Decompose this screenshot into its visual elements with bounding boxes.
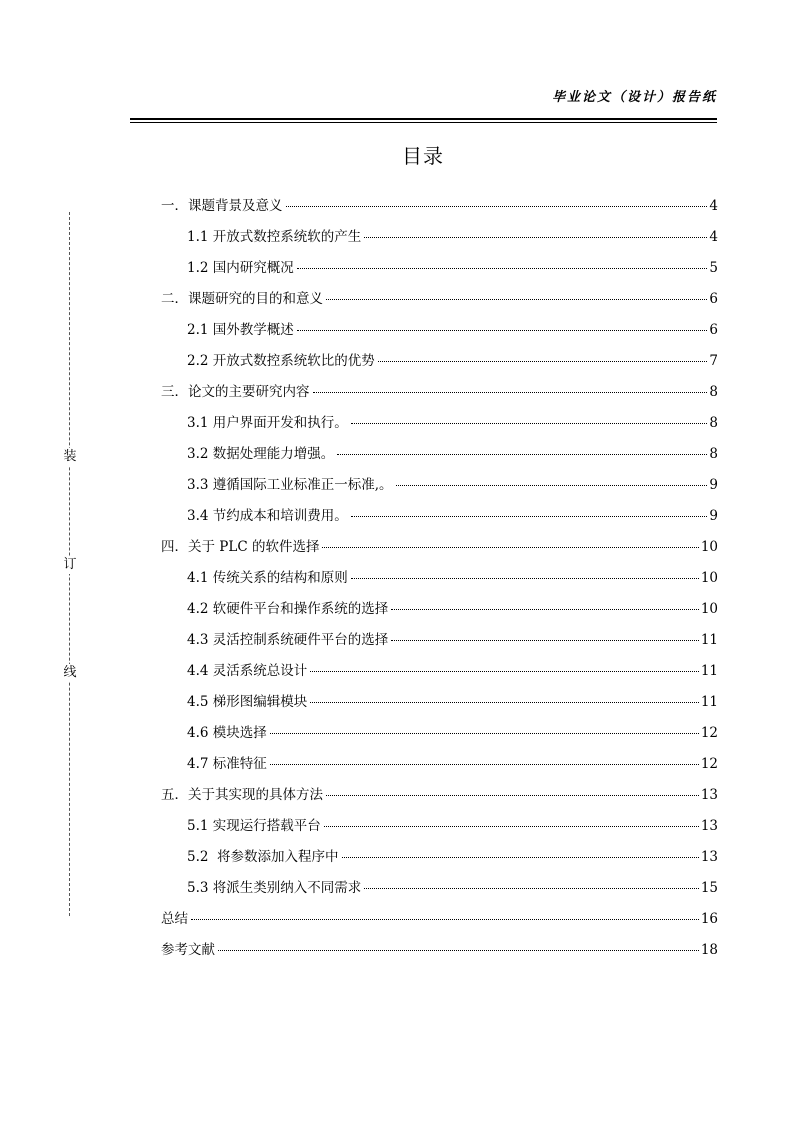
toc-entry-page-number: 13 [700, 787, 718, 803]
toc-entry-page-number: 8 [709, 446, 718, 462]
toc-entry-page-number: 8 [709, 415, 718, 431]
toc-entry[interactable] [161, 658, 718, 689]
toc-entry-page-number: 10 [700, 570, 718, 586]
toc-entry-page-number: 11 [700, 663, 718, 679]
toc-entry-label: 3.2 数据处理能力增强。 [187, 446, 335, 462]
toc-dot-leader [342, 857, 699, 858]
toc-entry[interactable] [161, 317, 718, 348]
toc-dot-leader [351, 423, 708, 424]
toc-title: 目录 [402, 144, 444, 168]
toc-dot-leader [310, 702, 699, 703]
toc-entry-label: 4.3 灵活控制系统硬件平台的选择 [187, 632, 389, 648]
toc-dot-leader [391, 640, 699, 641]
toc-entry[interactable] [161, 720, 718, 751]
toc-entry-label: 4.2 软硬件平台和操作系统的选择 [187, 601, 389, 617]
toc-entry[interactable] [161, 255, 718, 286]
toc-entry[interactable] [161, 937, 718, 968]
toc-entry-label: 一．课题背景及意义 [161, 198, 283, 214]
toc-entry-page-number: 18 [700, 942, 718, 958]
binding-mark-xian: 线 [63, 665, 77, 680]
toc-entry-page-number: 6 [709, 322, 718, 338]
toc-dot-leader [310, 671, 699, 672]
toc-entry[interactable] [161, 875, 718, 906]
toc-entry-page-number: 10 [700, 601, 718, 617]
toc-entry[interactable] [161, 844, 718, 875]
toc-dot-leader [351, 516, 708, 517]
toc-dot-leader [191, 919, 699, 920]
toc-entry-label: 1.1 开放式数控系统软的产生 [187, 229, 362, 245]
toc-entry-label: 5.1 实现运行搭载平台 [187, 818, 321, 834]
toc-entry-page-number: 16 [700, 911, 718, 927]
toc-dot-leader [391, 609, 699, 610]
toc-entry-label: 5.2 将参数添加入程序中 [187, 849, 339, 865]
toc-entry-page-number: 7 [709, 353, 718, 369]
table-of-contents [161, 193, 718, 968]
toc-entry[interactable] [161, 286, 718, 317]
page-header [130, 84, 717, 124]
toc-entry[interactable] [161, 689, 718, 720]
toc-entry-label: 4.4 灵活系统总设计 [187, 663, 308, 679]
toc-entry[interactable] [161, 503, 718, 534]
toc-entry-page-number: 8 [709, 384, 718, 400]
toc-entry-label: 三．论文的主要研究内容 [161, 384, 310, 400]
toc-dot-leader [326, 299, 707, 300]
toc-entry[interactable] [161, 472, 718, 503]
toc-dot-leader [286, 206, 708, 207]
toc-dot-leader [364, 888, 699, 889]
toc-entry[interactable] [161, 596, 718, 627]
toc-entry-label: 5.3 将派生类别纳入不同需求 [187, 880, 362, 896]
toc-entry[interactable] [161, 534, 718, 565]
binding-mark-ding: 订 [63, 557, 77, 572]
toc-entry-label: 4.1 传统关系的结构和原则 [187, 570, 348, 586]
toc-dot-leader [313, 392, 708, 393]
toc-entry-label: 4.6 模块选择 [187, 725, 267, 741]
toc-entry-label: 3.4 节约成本和培训费用。 [187, 508, 348, 524]
toc-entry-page-number: 12 [700, 725, 718, 741]
toc-entry-label: 4.7 标准特征 [187, 756, 267, 772]
toc-dot-leader [378, 361, 708, 362]
toc-dot-leader [218, 950, 699, 951]
toc-entry[interactable] [161, 813, 718, 844]
toc-entry-label: 3.3 遵循国际工业标准正一标准,。 [187, 477, 393, 493]
toc-dot-leader [297, 330, 708, 331]
toc-entry[interactable] [161, 782, 718, 813]
toc-entry-page-number: 15 [700, 880, 718, 896]
toc-entry-label: 总结 [161, 911, 188, 927]
toc-entry-page-number: 13 [700, 849, 718, 865]
toc-entry[interactable] [161, 379, 718, 410]
toc-dot-leader [324, 826, 699, 827]
toc-dot-leader [351, 578, 699, 579]
toc-dot-leader [297, 268, 708, 269]
toc-dot-leader [270, 733, 699, 734]
toc-entry-page-number: 13 [700, 818, 718, 834]
header-rule-thin [130, 122, 717, 123]
toc-entry-label: 参考文献 [161, 942, 215, 958]
header-title: 毕业论文（设计）报告纸 [551, 90, 717, 105]
header-rule-thick [130, 118, 717, 120]
toc-entry-label: 四．关于 PLC 的软件选择 [161, 539, 320, 555]
toc-dot-leader [270, 764, 699, 765]
toc-entry[interactable] [161, 627, 718, 658]
toc-entry[interactable] [161, 441, 718, 472]
toc-entry[interactable] [161, 348, 718, 379]
toc-entry-page-number: 12 [700, 756, 718, 772]
toc-entry-label: 五．关于其实现的具体方法 [161, 787, 323, 803]
toc-entry[interactable] [161, 224, 718, 255]
toc-dot-leader [326, 795, 699, 796]
toc-entry-page-number: 10 [700, 539, 718, 555]
toc-entry-label: 3.1 用户界面开发和执行。 [187, 415, 348, 431]
toc-dot-leader [364, 237, 707, 238]
toc-entry-page-number: 11 [700, 694, 718, 710]
toc-entry-label: 二．课题研究的目的和意义 [161, 291, 323, 307]
toc-entry[interactable] [161, 193, 718, 224]
toc-entry-label: 2.1 国外教学概述 [187, 322, 294, 338]
toc-dot-leader [337, 454, 707, 455]
toc-entry-page-number: 9 [709, 508, 718, 524]
toc-entry-page-number: 4 [709, 229, 718, 245]
toc-entry-page-number: 11 [700, 632, 718, 648]
toc-entry[interactable] [161, 410, 718, 441]
toc-dot-leader [322, 547, 698, 548]
toc-entry[interactable] [161, 751, 718, 782]
toc-entry-page-number: 6 [709, 291, 718, 307]
toc-entry-page-number: 9 [709, 477, 718, 493]
binding-mark-zhuang: 装 [63, 449, 77, 464]
toc-dot-leader [396, 485, 708, 486]
toc-entry-page-number: 5 [709, 260, 718, 276]
toc-entry[interactable] [161, 565, 718, 596]
toc-entry-label: 2.2 开放式数控系统软比的优势 [187, 353, 375, 369]
toc-entry-label: 4.5 梯形图编辑模块 [187, 694, 308, 710]
toc-entry-label: 1.2 国内研究概况 [187, 260, 294, 276]
toc-entry-page-number: 4 [709, 198, 718, 214]
toc-entry[interactable] [161, 906, 718, 937]
